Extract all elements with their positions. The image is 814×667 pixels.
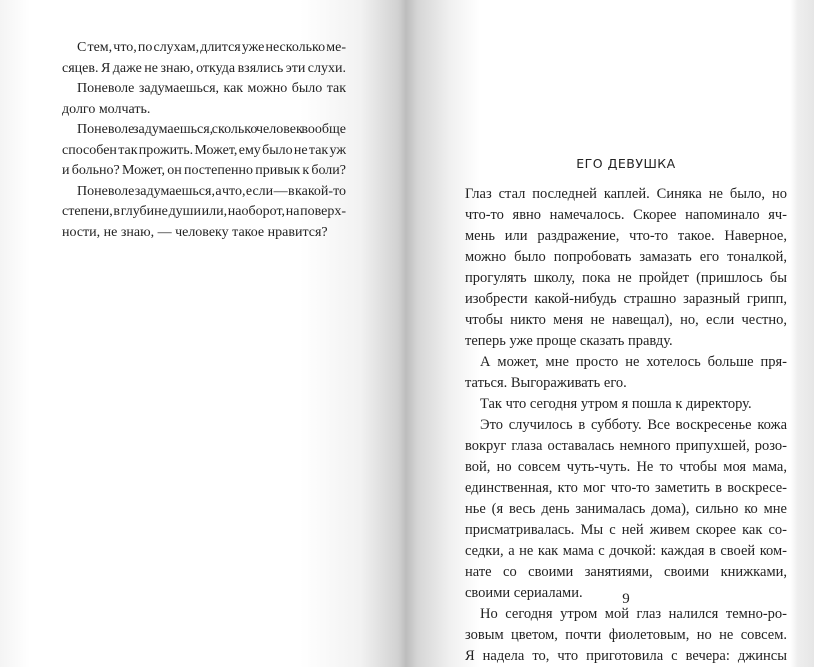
text-line-content: вой, но совсем чуть-чуть. Не то чтобы моя мама, — [465, 459, 787, 475]
text-line — [465, 289, 787, 310]
text-line-content: Я надела то, что приготовила с вечера: джинсы — [465, 648, 787, 664]
text-line — [465, 646, 787, 667]
text-line-content: чтобы никто меня не навещал), но, если честно, — [465, 312, 787, 328]
text-line — [62, 161, 346, 182]
paragraph — [465, 604, 787, 667]
text-line — [465, 562, 787, 583]
text-line-content: Поневоле задумаешься, сколько человек вообще — [77, 122, 346, 137]
text-line-content: нье (я весь день занималась дома), сильно ко мне — [465, 501, 787, 517]
text-line-content: долго молчать. — [62, 101, 151, 117]
text-line — [465, 373, 787, 394]
text-line — [62, 120, 346, 141]
text-line — [62, 141, 346, 162]
text-line-content: Это случилось в субботу. Все воскресенье кожа — [480, 417, 787, 433]
text-line-content: Поневоле задумаешься, как можно было так — [77, 81, 346, 96]
text-line-content: Поневоле задумаешься, а что, если — в какой-то — [77, 183, 346, 199]
text-line — [465, 205, 787, 226]
text-line — [465, 247, 787, 268]
text-line — [465, 310, 787, 331]
text-line-content: единственная, кто мог что-то заметить в воскресе- — [465, 480, 787, 496]
text-line — [465, 226, 787, 247]
text-line-content: мень или раздражение, что-то такое. Наверное, — [465, 228, 787, 244]
text-line — [465, 184, 787, 205]
text-line — [62, 182, 346, 203]
text-line-content: и больно? Может, он постепенно привык к боли? — [62, 163, 346, 178]
text-line-content: Так что сегодня утром я пошла к директору. — [480, 396, 752, 412]
text-line-content: способен так прожить. Может, ему было не так уж — [62, 142, 346, 158]
paragraph — [62, 38, 346, 79]
paragraph — [465, 415, 787, 604]
text-line-content: нате со своими занятиями, своими книжками, — [465, 564, 787, 580]
paragraph — [465, 352, 787, 394]
text-line — [465, 352, 787, 373]
paragraph — [465, 184, 787, 352]
text-line-content: Глаз стал последней каплей. Синяка не было, но — [465, 186, 787, 202]
chapter-title: ЕГО ДЕВУШКА — [576, 156, 676, 171]
text-line-content: своими сериалами. — [465, 585, 583, 601]
paragraph — [62, 182, 346, 244]
text-line — [62, 100, 346, 121]
text-line — [465, 457, 787, 478]
paragraph — [62, 79, 346, 120]
text-line — [465, 394, 787, 415]
text-line — [62, 59, 346, 80]
text-line-content: изобрести какой-нибудь страшно заразный грипп, — [465, 291, 787, 307]
text-line — [62, 38, 346, 59]
text-line — [465, 478, 787, 499]
text-line — [465, 520, 787, 541]
paragraph — [465, 394, 787, 415]
text-line-content: седки, а не как мама с дочкой: каждая в своей ком- — [465, 543, 787, 559]
text-line-content: С тем, что, по слухам, длится уже несколько ме- — [77, 40, 346, 55]
paragraph — [62, 120, 346, 182]
text-line — [465, 268, 787, 289]
text-line — [465, 415, 787, 436]
text-line-content: прогулять школу, пока не пройдет (пришлось бы — [465, 270, 787, 286]
text-line-content: можно было попробовать замазать его тоналкой, — [465, 249, 787, 265]
page-number: 9 — [622, 591, 630, 607]
text-line — [465, 625, 787, 646]
text-line — [465, 499, 787, 520]
text-line-content: ности, не знаю, — человеку такое нравится? — [62, 224, 328, 240]
text-line — [62, 79, 346, 100]
text-line-content: теперь уже проще сказать правду. — [465, 333, 673, 349]
text-line — [465, 331, 787, 352]
text-line-content: сяцев. Я даже не знаю, откуда взялись эти слухи. — [62, 60, 346, 76]
text-line-content: присматривалась. Мы с ней живем скорее как со- — [465, 522, 787, 538]
text-line — [465, 541, 787, 562]
left-page-text — [62, 38, 346, 243]
text-line-content: зовым цветом, почти фиолетовым, но не совсем. — [465, 627, 787, 643]
text-line-content: что-то явно намечалось. Скорее напоминало яч- — [465, 207, 787, 223]
text-line — [465, 436, 787, 457]
text-line-content: степени, в глубине души или, наоборот, на поверх- — [62, 204, 346, 219]
text-line-content: Но сегодня утром мой глаз налился темно-ро- — [480, 606, 787, 622]
text-line — [62, 202, 346, 223]
text-line-content: А может, мне просто не хотелось больше пря- — [480, 354, 787, 370]
text-line-content: таться. Выгораживать его. — [465, 375, 627, 391]
text-line-content: вокруг глаза оставалась немного припухшей, розо- — [465, 438, 787, 454]
text-line — [62, 223, 346, 244]
